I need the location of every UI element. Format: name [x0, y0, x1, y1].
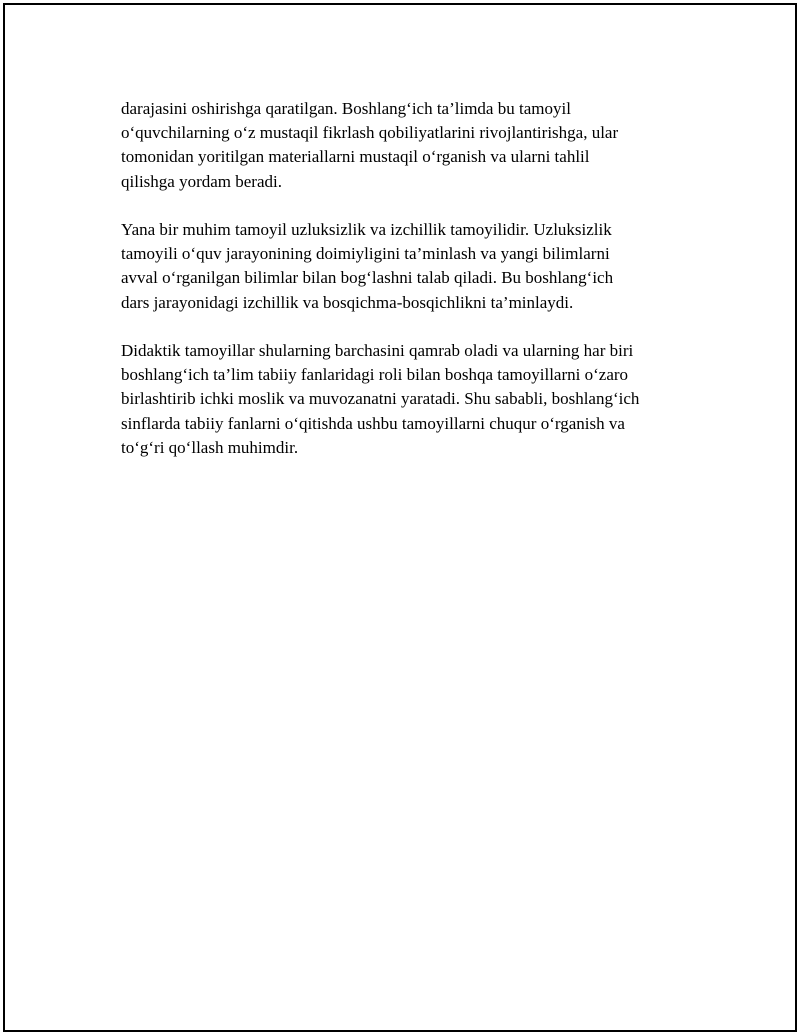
text-line: to‘g‘ri qo‘llash muhimdir.: [121, 437, 299, 457]
text-line: darajasini oshirishga qaratilgan. Boshlang‘ich ta’limda bu tamoyil: [121, 99, 571, 118]
text-line: tomonidan yoritilgan materiallarni mustaqil o‘rganish va ularni tahlil: [121, 147, 590, 167]
text-line: sinflarda tabiiy fanlarni o‘qitishda ushbu tamoyillarni chuqur o‘rganish va: [121, 413, 625, 433]
text-line: boshlang‘ich ta’lim tabiiy fanlaridagi roli bilan boshqa tamoyillarni o‘zaro: [121, 365, 629, 385]
text-line: dars jarayonidagi izchillik va bosqichma-bosqichlikni ta’minlaydi.: [121, 292, 574, 312]
text-line: o‘quvchilarning o‘z mustaqil fikrlash qobiliyatlarini rivojlantirishga, ular: [121, 123, 619, 143]
text-line: birlashtirib ichki moslik va muvozanatni yaratadi. Shu sababli, boshlang‘ich: [121, 389, 640, 409]
document-body: [121, 97, 721, 484]
text-line: avval o‘rganilgan bilimlar bilan bog‘lashni talab qiladi. Bu boshlang‘ich: [121, 268, 614, 288]
paragraph-1: [121, 97, 721, 194]
text-line: Yana bir muhim tamoyil uzluksizlik va izchillik tamoyilidir. Uzluksizlik: [121, 220, 612, 239]
text-line: Didaktik tamoyillar shularning barchasini qamrab oladi va ularning har biri: [121, 341, 634, 360]
paragraph-3: [121, 339, 721, 460]
page-frame: [3, 3, 797, 1032]
paragraph-2: [121, 218, 721, 315]
text-line: qilishga yordam beradi.: [121, 171, 282, 191]
text-line: tamoyili o‘quv jarayonining doimiyligini ta’minlash va yangi bilimlarni: [121, 244, 610, 264]
